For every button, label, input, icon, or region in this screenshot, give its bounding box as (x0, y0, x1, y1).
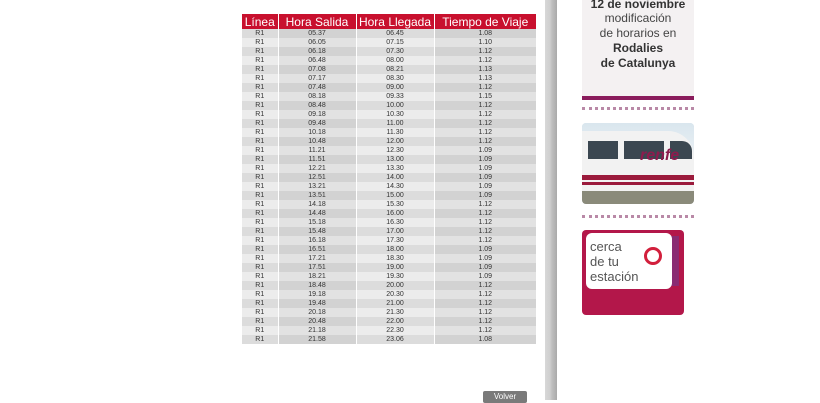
cell-linea: R1 (242, 65, 278, 74)
cell-hora-llegada: 15.30 (356, 200, 434, 209)
cell-linea: R1 (242, 119, 278, 128)
cell-linea: R1 (242, 218, 278, 227)
cell-linea: R1 (242, 281, 278, 290)
cerca-line-1: cerca (590, 239, 622, 254)
cell-hora-salida: 07.17 (278, 74, 356, 83)
cell-linea: R1 (242, 227, 278, 236)
cell-hora-llegada: 21.30 (356, 308, 434, 317)
promo-line-2: modificación (604, 11, 672, 25)
cell-tiempo-viaje: 1.09 (434, 254, 536, 263)
cell-tiempo-viaje: 1.12 (434, 137, 536, 146)
cell-tiempo-viaje: 1.09 (434, 155, 536, 164)
table-row (242, 155, 536, 164)
schedule-change-banner[interactable] (582, 0, 694, 100)
cell-hora-llegada: 10.30 (356, 110, 434, 119)
cell-linea: R1 (242, 263, 278, 272)
table-row (242, 83, 536, 92)
cell-linea: R1 (242, 317, 278, 326)
cell-hora-salida: 10.48 (278, 137, 356, 146)
cerca-line-3: estación (590, 269, 639, 284)
table-row (242, 56, 536, 65)
table-row (242, 101, 536, 110)
cell-tiempo-viaje: 1.12 (434, 218, 536, 227)
table-row (242, 92, 536, 101)
promo-line-4: Rodalies (612, 41, 663, 55)
station-finder-banner[interactable] (582, 230, 684, 315)
cell-linea: R1 (242, 29, 278, 38)
table-row (242, 245, 536, 254)
cell-linea: R1 (242, 209, 278, 218)
cell-tiempo-viaje: 1.09 (434, 173, 536, 182)
cell-hora-llegada: 08.00 (356, 56, 434, 65)
cell-tiempo-viaje: 1.12 (434, 227, 536, 236)
cell-hora-llegada: 20.00 (356, 281, 434, 290)
table-row (242, 227, 536, 236)
back-button[interactable]: Volver (483, 391, 527, 403)
cell-tiempo-viaje: 1.08 (434, 335, 536, 344)
cell-hora-salida: 09.18 (278, 110, 356, 119)
cerca-line-2: de tu (590, 254, 619, 269)
dotted-divider (582, 215, 694, 218)
cell-hora-llegada: 16.30 (356, 218, 434, 227)
cell-hora-salida: 18.21 (278, 272, 356, 281)
cell-hora-llegada: 19.00 (356, 263, 434, 272)
platform (582, 191, 694, 204)
cell-hora-salida: 16.18 (278, 236, 356, 245)
table-row (242, 218, 536, 227)
table-row (242, 119, 536, 128)
cell-hora-llegada: 21.00 (356, 299, 434, 308)
cell-hora-salida: 15.18 (278, 218, 356, 227)
cell-tiempo-viaje: 1.12 (434, 56, 536, 65)
table-row (242, 281, 536, 290)
cell-linea: R1 (242, 56, 278, 65)
cell-hora-llegada: 18.00 (356, 245, 434, 254)
table-row (242, 317, 536, 326)
cell-linea: R1 (242, 299, 278, 308)
cell-hora-salida: 21.58 (278, 335, 356, 344)
cell-hora-llegada: 15.00 (356, 191, 434, 200)
dotted-divider (582, 107, 694, 110)
cell-tiempo-viaje: 1.08 (434, 29, 536, 38)
table-row (242, 74, 536, 83)
cell-hora-llegada: 18.30 (356, 254, 434, 263)
cell-linea: R1 (242, 335, 278, 344)
cell-tiempo-viaje: 1.12 (434, 128, 536, 137)
table-row (242, 173, 536, 182)
cell-hora-llegada: 14.00 (356, 173, 434, 182)
cell-hora-salida: 08.48 (278, 101, 356, 110)
table-row (242, 326, 536, 335)
cell-linea: R1 (242, 173, 278, 182)
cell-hora-salida: 06.05 (278, 38, 356, 47)
cell-linea: R1 (242, 200, 278, 209)
cell-hora-salida: 20.48 (278, 317, 356, 326)
cell-tiempo-viaje: 1.12 (434, 200, 536, 209)
cell-hora-salida: 05.37 (278, 29, 356, 38)
table-row (242, 128, 536, 137)
table-row (242, 272, 536, 281)
cell-linea: R1 (242, 38, 278, 47)
cell-hora-llegada: 07.30 (356, 47, 434, 56)
cell-linea: R1 (242, 254, 278, 263)
table-row (242, 191, 536, 200)
cell-tiempo-viaje: 1.09 (434, 263, 536, 272)
cell-tiempo-viaje: 1.13 (434, 65, 536, 74)
cell-tiempo-viaje: 1.12 (434, 236, 536, 245)
table-row (242, 254, 536, 263)
cell-linea: R1 (242, 290, 278, 299)
renfe-train-banner[interactable] (582, 123, 694, 204)
table-row (242, 200, 536, 209)
cell-linea: R1 (242, 47, 278, 56)
header-linea: Línea (242, 14, 278, 29)
cell-hora-salida: 17.51 (278, 263, 356, 272)
timetable (242, 14, 536, 344)
cell-hora-llegada: 23.06 (356, 335, 434, 344)
table-row (242, 137, 536, 146)
cell-hora-llegada: 19.30 (356, 272, 434, 281)
table-row (242, 29, 536, 38)
table-row (242, 299, 536, 308)
cell-hora-salida: 13.51 (278, 191, 356, 200)
cell-hora-salida: 21.18 (278, 326, 356, 335)
cell-tiempo-viaje: 1.12 (434, 83, 536, 92)
cell-hora-llegada: 13.00 (356, 155, 434, 164)
cell-hora-llegada: 10.00 (356, 101, 434, 110)
train-stripe (582, 175, 694, 180)
cell-hora-llegada: 06.45 (356, 29, 434, 38)
table-row (242, 263, 536, 272)
cell-tiempo-viaje: 1.12 (434, 290, 536, 299)
train-window (588, 141, 618, 159)
table-row (242, 236, 536, 245)
cell-tiempo-viaje: 1.12 (434, 299, 536, 308)
cell-hora-llegada: 09.00 (356, 83, 434, 92)
cell-hora-salida: 15.48 (278, 227, 356, 236)
location-pin-icon (644, 247, 662, 265)
cell-hora-llegada: 17.30 (356, 236, 434, 245)
cell-hora-salida: 07.08 (278, 65, 356, 74)
cell-linea: R1 (242, 137, 278, 146)
timetable-body (242, 29, 536, 344)
cell-hora-llegada: 22.30 (356, 326, 434, 335)
cell-hora-salida: 08.18 (278, 92, 356, 101)
cell-hora-llegada: 22.00 (356, 317, 434, 326)
cell-hora-salida: 19.48 (278, 299, 356, 308)
cell-tiempo-viaje: 1.12 (434, 209, 536, 218)
cell-linea: R1 (242, 101, 278, 110)
table-row (242, 164, 536, 173)
cell-hora-llegada: 08.30 (356, 74, 434, 83)
cell-linea: R1 (242, 146, 278, 155)
cell-hora-salida: 12.51 (278, 173, 356, 182)
cell-hora-salida: 18.48 (278, 281, 356, 290)
cell-hora-llegada: 17.00 (356, 227, 434, 236)
cell-tiempo-viaje: 1.12 (434, 119, 536, 128)
table-row (242, 110, 536, 119)
cell-tiempo-viaje: 1.09 (434, 272, 536, 281)
cell-tiempo-viaje: 1.12 (434, 47, 536, 56)
cell-tiempo-viaje: 1.13 (434, 74, 536, 83)
cell-hora-llegada: 12.30 (356, 146, 434, 155)
cell-linea: R1 (242, 92, 278, 101)
cell-hora-salida: 16.51 (278, 245, 356, 254)
cell-tiempo-viaje: 1.12 (434, 110, 536, 119)
cell-hora-salida: 12.21 (278, 164, 356, 173)
cell-hora-salida: 06.48 (278, 56, 356, 65)
cell-tiempo-viaje: 1.09 (434, 191, 536, 200)
cell-hora-llegada: 14.30 (356, 182, 434, 191)
cell-tiempo-viaje: 1.09 (434, 182, 536, 191)
cell-tiempo-viaje: 1.12 (434, 281, 536, 290)
cell-linea: R1 (242, 245, 278, 254)
cell-hora-salida: 07.48 (278, 83, 356, 92)
timetable-header-row (242, 14, 536, 29)
cell-hora-llegada: 08.21 (356, 65, 434, 74)
table-row (242, 209, 536, 218)
cell-hora-salida: 06.18 (278, 47, 356, 56)
cell-linea: R1 (242, 110, 278, 119)
table-row (242, 308, 536, 317)
cell-linea: R1 (242, 326, 278, 335)
cell-hora-salida: 20.18 (278, 308, 356, 317)
cell-linea: R1 (242, 236, 278, 245)
cell-linea: R1 (242, 74, 278, 83)
cell-tiempo-viaje: 1.15 (434, 92, 536, 101)
cell-tiempo-viaje: 1.10 (434, 38, 536, 47)
cell-hora-salida: 13.21 (278, 182, 356, 191)
train-stripe (582, 182, 694, 185)
renfe-logo: renfe (640, 147, 680, 164)
promo-line-3: de horarios en (599, 26, 677, 40)
cell-linea: R1 (242, 191, 278, 200)
cell-hora-salida: 14.18 (278, 200, 356, 209)
cell-hora-llegada: 12.00 (356, 137, 434, 146)
table-row (242, 65, 536, 74)
cell-hora-llegada: 20.30 (356, 290, 434, 299)
cell-tiempo-viaje: 1.12 (434, 326, 536, 335)
cell-hora-salida: 17.21 (278, 254, 356, 263)
cell-linea: R1 (242, 272, 278, 281)
promo-date: 12 de noviembre (590, 0, 686, 11)
cell-tiempo-viaje: 1.09 (434, 146, 536, 155)
cell-hora-llegada: 11.30 (356, 128, 434, 137)
table-row (242, 47, 536, 56)
cell-hora-llegada: 11.00 (356, 119, 434, 128)
cell-linea: R1 (242, 164, 278, 173)
cell-hora-salida: 14.48 (278, 209, 356, 218)
table-row (242, 335, 536, 344)
cell-linea: R1 (242, 308, 278, 317)
cell-hora-llegada: 13.30 (356, 164, 434, 173)
cell-hora-salida: 09.48 (278, 119, 356, 128)
table-row (242, 38, 536, 47)
promo-line-5: de Catalunya (600, 56, 676, 70)
cell-hora-salida: 19.18 (278, 290, 356, 299)
cell-hora-llegada: 09.33 (356, 92, 434, 101)
content-divider (545, 0, 557, 400)
cell-linea: R1 (242, 83, 278, 92)
table-row (242, 182, 536, 191)
cell-hora-salida: 10.18 (278, 128, 356, 137)
cell-linea: R1 (242, 182, 278, 191)
cell-hora-llegada: 16.00 (356, 209, 434, 218)
cell-tiempo-viaje: 1.12 (434, 101, 536, 110)
cell-tiempo-viaje: 1.12 (434, 317, 536, 326)
cell-linea: R1 (242, 128, 278, 137)
header-hora-llegada: Hora Llegada (356, 14, 434, 29)
cell-tiempo-viaje: 1.09 (434, 164, 536, 173)
cell-hora-salida: 11.51 (278, 155, 356, 164)
cell-hora-llegada: 07.15 (356, 38, 434, 47)
cell-linea: R1 (242, 155, 278, 164)
cell-tiempo-viaje: 1.09 (434, 245, 536, 254)
header-tiempo-viaje: Tiempo de Viaje (434, 14, 536, 29)
header-hora-salida: Hora Salida (278, 14, 356, 29)
table-row (242, 290, 536, 299)
table-row (242, 146, 536, 155)
cell-hora-salida: 11.21 (278, 146, 356, 155)
cell-tiempo-viaje: 1.12 (434, 308, 536, 317)
